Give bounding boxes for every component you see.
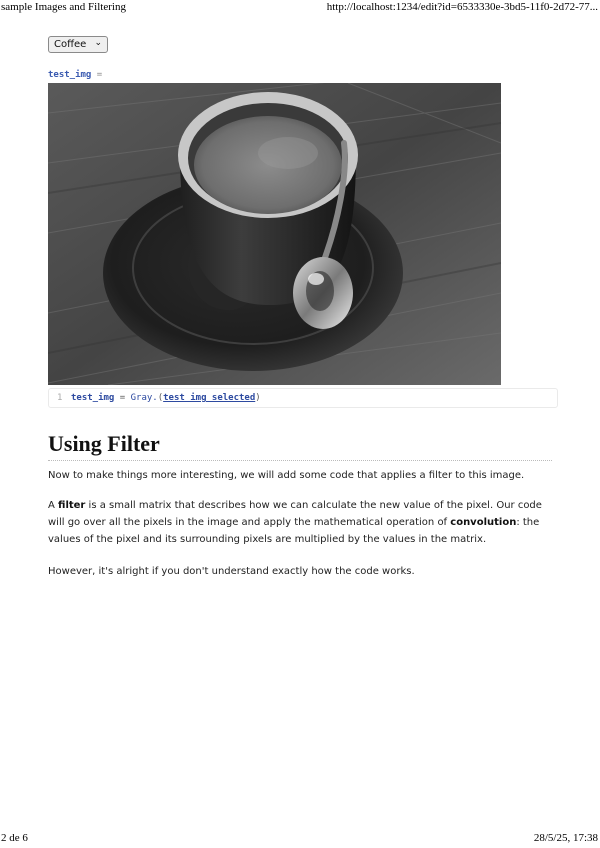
image-select-dropdown[interactable]: [48, 36, 108, 53]
image-select-value: Coffee: [54, 39, 87, 50]
term-convolution: convolution: [450, 517, 517, 528]
print-footer: [0, 832, 600, 848]
code-paren-open: (: [157, 393, 164, 403]
output-equals: =: [96, 70, 103, 80]
code-cell[interactable]: [48, 388, 558, 408]
paragraph-filter: [48, 497, 548, 548]
print-page-number: 2 de 6: [1, 832, 28, 844]
print-url: http://localhost:1234/edit?id=6533330e-3bd5-11f0-2d72-77...: [326, 1, 598, 13]
paragraph-filter-text-e: : the values of the pixel and its surrounding pixels are multiplied by the values in the matrix.: [48, 517, 540, 545]
code-line[interactable]: [71, 393, 261, 403]
print-datetime: 28/5/25, 17:38: [533, 832, 598, 844]
code-function: Gray.: [130, 393, 158, 403]
code-lhs: test_img: [71, 393, 115, 403]
code-paren-close: ): [255, 393, 261, 403]
paragraph-filter-text-c: is a small matrix that describes how we can calculate the new value of the pixel. Our code will go over all the pixels in the image and apply the mathematical operation of: [48, 500, 542, 528]
output-variable-name: test_img: [48, 70, 92, 80]
code-operator: =: [119, 393, 126, 403]
line-number: 1: [57, 393, 63, 403]
print-header: [0, 0, 600, 16]
term-filter: filter: [58, 500, 86, 511]
section-heading: Using Filter: [48, 431, 552, 461]
paragraph-filter-text-a: A: [48, 500, 59, 511]
paragraph-reassurance: However, it's alright if you don't understand exactly how the code works.: [48, 566, 415, 577]
paragraph-intro: Now to make things more interesting, we will add some code that applies a filter to this image.: [48, 470, 525, 481]
print-page-title: sample Images and Filtering: [1, 1, 126, 13]
coffee-image: [48, 83, 501, 385]
cell-output-label: [48, 70, 102, 80]
chevron-down-icon: ⌄: [94, 38, 102, 48]
code-variable-reference[interactable]: test_img_selected: [163, 393, 256, 403]
